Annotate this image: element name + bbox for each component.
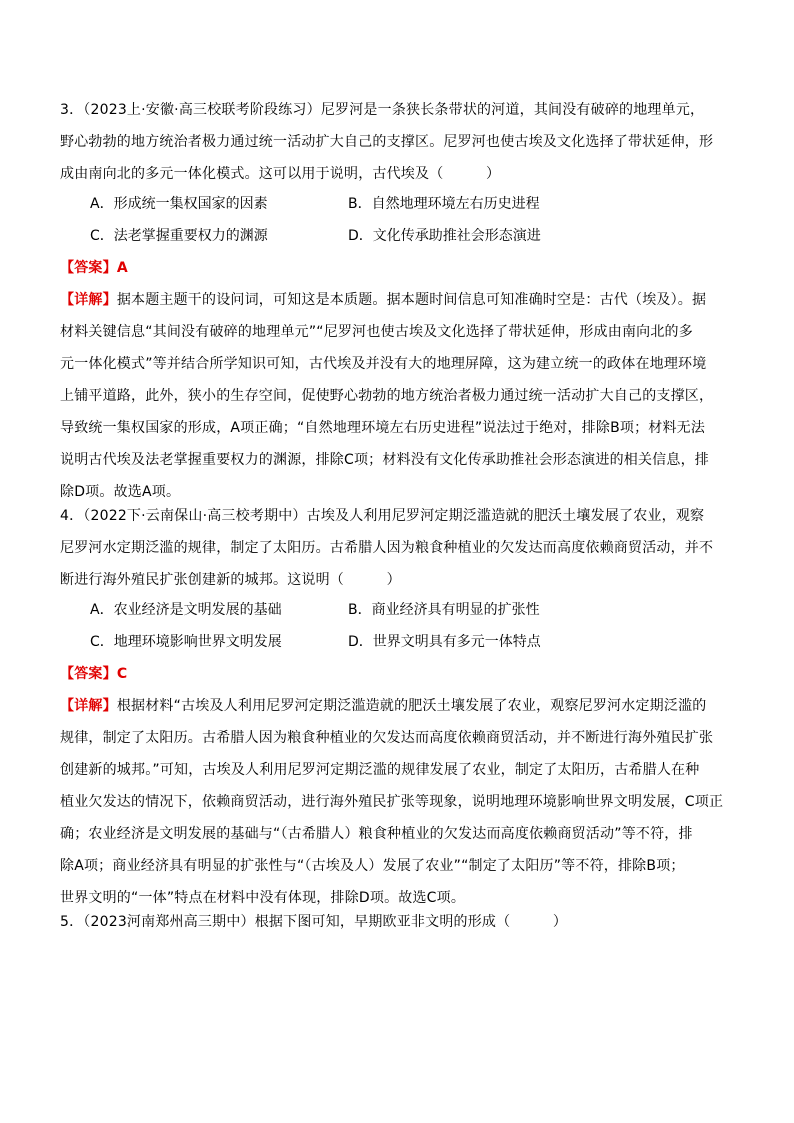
question-3-options-row-2 (90, 220, 606, 252)
question-3-option-c: C．法老掌握重要权力的渊源 (90, 228, 268, 244)
detail-line (60, 690, 740, 722)
detail-text: 根据材料“古埃及人利用尼罗河定期泛滥造就的肥沃土壤发展了农业，观察尼罗河水定期泛滥的 (116, 698, 707, 714)
question-5-stem-line: 5．（2023河南郑州高三期中）根据下图可知，早期欧亚非文明的形成（ ） (60, 914, 568, 930)
question-4-option-b: B．商业经济具有明显的扩张性 (348, 602, 540, 618)
question-5-stem (60, 906, 740, 938)
detail-line: 材料关键信息“其间没有破碎的地理单元”“尼罗河也使古埃及文化选择了带状延伸，形成由南向北的多 (60, 324, 693, 340)
question-4-detail (60, 690, 740, 914)
question-4-stem-line: 断进行海外殖民扩张创建新的城邦。这说明（ ） (60, 572, 401, 588)
detail-line: 上铺平道路，此外，狭小的生存空间，促使野心勃勃的地方统治者极力通过统一活动扩大自己的支撑区， (60, 388, 714, 404)
answer-tag: 【答案】 (60, 260, 117, 276)
question-3-option-d: D．文化传承助推社会形态演进 (348, 228, 541, 244)
question-4-option-d: D．世界文明具有多元一体特点 (348, 634, 541, 650)
detail-tag: 【详解】 (60, 292, 117, 308)
detail-line: 元一体化模式”等并结合所学知识可知，古代埃及并没有大的地理屏障，这为建立统一的政体在地理环境 (60, 356, 707, 372)
question-3-option-b: B．自然地理环境左右历史进程 (348, 196, 540, 212)
question-4-stem-line: 尼罗河水定期泛滥的规律，制定了太阳历。古希腊人因为粮食种植业的欠发达而高度依赖商贸活动，并不 (60, 540, 714, 556)
question-4-option-a: A．农业经济是文明发展的基础 (90, 602, 282, 618)
detail-tag: 【详解】 (60, 698, 117, 714)
detail-line: 植业欠发达的情况下，依赖商贸活动，进行海外殖民扩张等现象，说明地理环境影响世界文明发展，C项正 (60, 794, 724, 810)
detail-line: 规律，制定了太阳历。古希腊人因为粮食种植业的欠发达而高度依赖商贸活动，并不断进行海外殖民扩张 (60, 730, 714, 746)
question-4-stem-line: 4．（2022下·云南保山·高三校考期中）古埃及人利用尼罗河定期泛滥造就的肥沃土壤发展了农业，观察 (60, 508, 705, 524)
detail-line: 除A项；商业经济具有明显的扩张性与“（古埃及人）发展了农业”“制定了太阳历”等不符，排除B项； (60, 858, 685, 874)
question-3-stem (60, 94, 740, 190)
answer-tag: 【答案】 (60, 666, 117, 682)
question-3-stem-line: 3．（2023上·安徽·高三校联考阶段练习）尼罗河是一条狭长条带状的河道，其间没有破碎的地理单元， (60, 102, 705, 118)
question-4-stem (60, 500, 740, 596)
detail-line: 说明古代埃及法老掌握重要权力的渊源，排除C项；材料没有文化传承助推社会形态演进的相关信息，排 (60, 452, 709, 468)
detail-line: 创建新的城邦。”可知，古埃及人利用尼罗河定期泛滥的规律发展了农业，制定了太阳历，古希腊人在种 (60, 762, 700, 778)
answer-line (60, 252, 740, 284)
question-3-option-a: A．形成统一集权国家的因素 (90, 196, 268, 212)
question-4-options-row-1 (90, 594, 606, 626)
question-3-stem-line: 成由南向北的多元一体化模式。这可以用于说明，古代埃及（ ） (60, 166, 501, 182)
detail-line: 世界文明的“一体”特点在材料中没有体现，排除D项。故选C项。 (60, 890, 466, 906)
question-3-answer (60, 252, 740, 284)
detail-line: 导致统一集权国家的形成，A项正确；“自然地理环境左右历史进程”说法过于绝对，排除B项；材料无法 (60, 420, 706, 436)
question-3-detail (60, 284, 740, 508)
detail-line: 除D项。故选A项。 (60, 484, 181, 500)
answer-value: C (116, 666, 128, 682)
question-4-options-row-2 (90, 626, 606, 658)
question-3-options-row-1 (90, 188, 606, 220)
question-4-answer (60, 658, 740, 690)
detail-line: 确；农业经济是文明发展的基础与“（古希腊人）粮食种植业的欠发达而高度依赖商贸活动”等不符，排 (60, 826, 693, 842)
detail-text: 据本题主题干的设问词，可知这是本质题。据本题时间信息可知准确时空是：古代（埃及）。据 (116, 292, 707, 308)
answer-value: A (116, 260, 128, 276)
answer-line (60, 658, 740, 690)
question-3-stem-line: 野心勃勃的地方统治者极力通过统一活动扩大自己的支撑区。尼罗河也使古埃及文化选择了带状延伸，形 (60, 134, 714, 150)
question-4-option-c: C．地理环境影响世界文明发展 (90, 634, 282, 650)
detail-line (60, 284, 740, 316)
